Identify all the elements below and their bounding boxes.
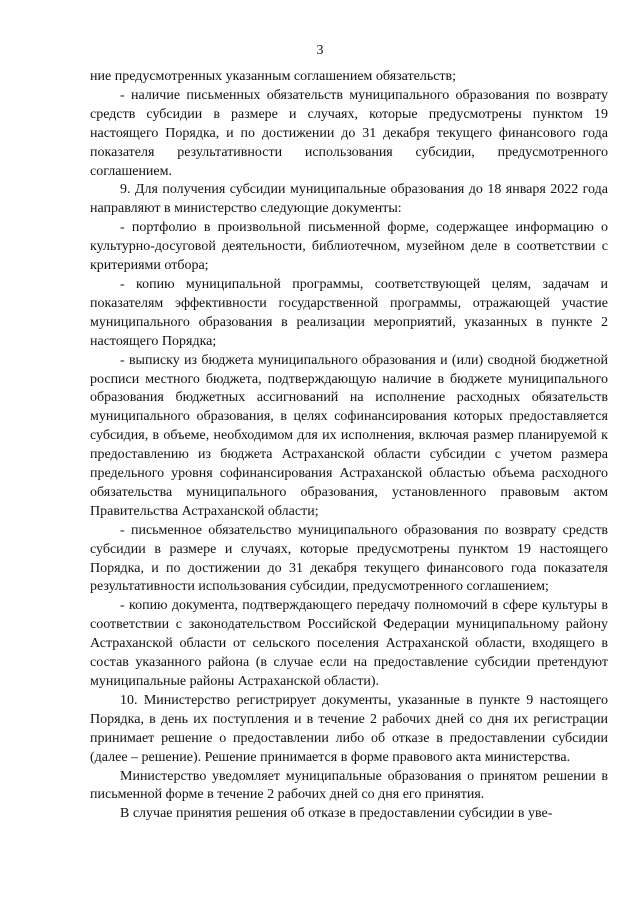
paragraph-budget-extract: - выписку из бюджета муниципального образования и (или) сводной бюджетной росписи местного бюджета, подтверждающую наличие в бюджете муниципального образования бюджетных ассигнований на исполнение расходных обязательств муниципального образования, в целях софинансирования которых предоставляется субсидия, в объеме, необходимом для их исполнения, включая размер планируемой к предоставлению из бюджета Астраханской области субсидии с учетом размера предельного уровня софинансирования Астраханской областью объема расходного обязательства муниципального образования, установленного правовым актом Правительства Астраханской области;	[90, 352, 608, 519]
paragraph-item-9: 9. Для получения субсидии муниципальные образования до 18 января 2022 года направляют в министерство следующие документы:	[90, 182, 608, 217]
paragraph-continuation: ние предусмотренных указанным соглашением обязательств;	[90, 69, 457, 84]
page-number: 3	[316, 43, 324, 58]
paragraph-item-10: 10. Министерство регистрирует документы, указанные в пункте 9 настоящего Порядка, в день их поступления и в течение 2 рабочих дней со дня их регистрации принимает решение о предоставлении либо об отказе в предоставлении субсидии (далее – решение). Решение принимается в форме правового акта министерства.	[90, 692, 608, 765]
paragraph-written-obligation: - письменное обязательство муниципального образования по возврату средств субсидии в размере и случаях, которые предусмотрены пунктом 19 настоящего Порядка, и по достижении до 31 декабря текущего финансового года показателя результативности использования субсидии, предусмотренного соглашением;	[90, 522, 608, 595]
paragraph-repayment-obligation: - наличие письменных обязательств муниципального образования по возврату средств субсидии в размере и случаях, которые предусмотрены пунктом 19 настоящего Порядка, и по достижении до 31 декабря текущего финансового года показателя результативности использования субсидии, предусмотренного соглашением.	[90, 87, 608, 179]
paragraph-portfolio: - портфолио в произвольной письменной форме, содержащее информацию о культурно-досуговой деятельности, библиотечном, музейном деле в соответствии с критериями отбора;	[90, 220, 608, 274]
document-body	[90, 68, 608, 824]
paragraph-refusal: В случае принятия решения об отказе в предоставлении субсидии в уве-	[120, 806, 553, 822]
paragraph-powers-transfer: - копию документа, подтверждающего передачу полномочий в сфере культуры в соответствии с законодательством Российской Федерации муниципальному району Астраханской области от сельского поселения Астраханской области, входящего в состав указанного района (в случае если на предоставление субсидии претендуют муниципальные районы Астраханской области).	[90, 598, 608, 689]
paragraph-program-copy: - копию муниципальной программы, соответствующей целям, задачам и показателям эффективности государственной программы, отражающей участие муниципального образования в реализации мероприятий, указанных в пункте 2 настоящего Порядка;	[90, 276, 608, 349]
paragraph-notification: Министерство уведомляет муниципальные образования о принятом решении в письменной форме в течение 2 рабочих дней со дня его принятия.	[90, 768, 608, 803]
